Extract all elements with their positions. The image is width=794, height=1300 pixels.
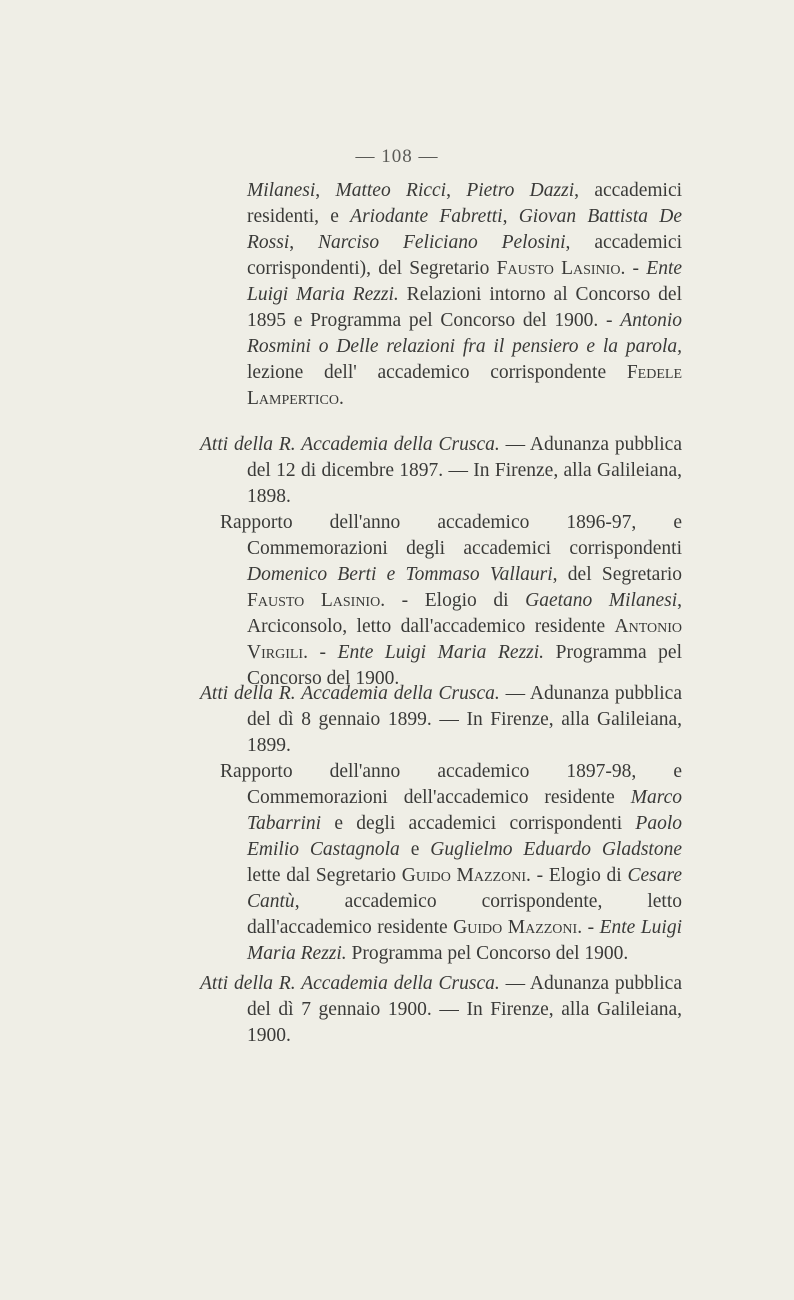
- entry-heading: Atti della R. Accademia della Crusca. — Adunanza pubblica del dì 8 gennaio 1899. — In Firenze, alla Galileiana, 1899.: [200, 683, 682, 756]
- entry-heading: Atti della R. Accademia della Crusca. — Adunanza pubblica del dì 7 gennaio 1900. — In Firenze, alla Galileiana, 1900.: [200, 973, 682, 1046]
- page-number: — 108 —: [355, 146, 439, 167]
- entry-body: Rapporto dell'anno accademico 1897-98, e Commemorazioni dell'accademico residente Marco Tabarrini e degli accademici corrispondenti Paolo Emilio Castagnola e Guglielmo Eduardo Gladstone lette dal Segretario Guido Mazzoni. - Elogio di Cesare Cantù, accademico corrispondente, letto dall'accademico residente Guido Mazzoni. - Ente Luigi Maria Rezzi. Programma pel Concorso del 1900.: [220, 761, 683, 964]
- bibliography-entry-2: [200, 681, 682, 967]
- entry-heading: Atti della R. Accademia della Crusca. — Adunanza pubblica del 12 di dicembre 1897. — In Firenze, alla Galileiana, 1898.: [200, 434, 682, 507]
- continuation-text: Milanesi, Matteo Ricci, Pietro Dazzi, accademici residenti, e Ariodante Fabretti, Giovan Battista De Rossi, Narciso Feliciano Pelosini, accademici corrispondenti), del Segretario Fausto Lasinio. - Ente Luigi Maria Rezzi. Relazioni intorno al Concorso del 1895 e Programma pel Concorso del 1900. - Antonio Rosmini o Delle relazioni fra il pensiero e la parola, lezione dell' accademico corrispondente Fedele Lampertico.: [247, 180, 683, 409]
- entry-body: Rapporto dell'anno accademico 1896-97, e Commemorazioni degli accademici corrispondenti Domenico Berti e Tommaso Vallauri, del Segretario Fausto Lasinio. - Elogio di Gaetano Milanesi, Arciconsolo, letto dall'accademico residente Antonio Virgili. - Ente Luigi Maria Rezzi. Programma pel Concorso del 1900.: [220, 512, 682, 689]
- bibliography-entry-3: [200, 971, 682, 1049]
- continuation-block: [200, 178, 682, 412]
- bibliography-entry-1: [200, 432, 682, 692]
